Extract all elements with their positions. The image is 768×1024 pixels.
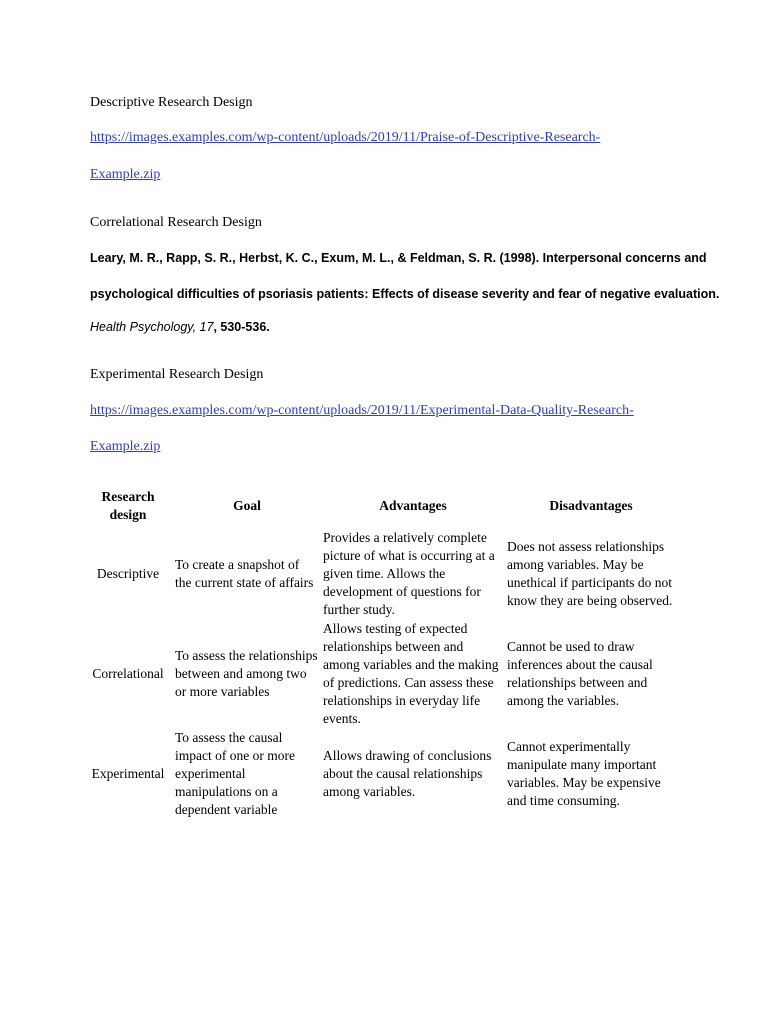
table-header-row [83,484,677,528]
table-row [83,728,677,820]
goal-cell: To assess the causal impact of one or more experimental manipulations on a dependent variable [175,730,295,817]
goal-cell: To assess the relationships between and among two or more variables [175,648,318,699]
reference-line1: Leary, M. R., Rapp, S. R., Herbst, K. C., Exum, M. L., & Feldman, S. R. (1998). Interpersonal concerns and [90,251,707,265]
table-row [83,528,677,620]
advantages-cell: Allows testing of expected relationships between and among variables and the making of predictions. Can assess these relationships in everyday life events. [323,621,499,726]
descriptive-heading: Descriptive Research Design [90,95,253,110]
descriptive-link-line1[interactable]: https://images.examples.com/wp-content/uploads/2019/11/Praise-of-Descriptive-Research- [90,130,601,145]
advantages-cell: Allows drawing of conclusions about the causal relationships among variables. [323,748,492,799]
experimental-link-line2[interactable]: Example.zip [90,439,161,454]
disadvantages-cell: Cannot experimentally manipulate many important variables. May be expensive and time consuming. [507,739,661,808]
experimental-link-line1[interactable]: https://images.examples.com/wp-content/uploads/2019/11/Experimental-Data-Quality-Research- [90,403,634,418]
goal-cell: To create a snapshot of the current state of affairs [175,557,314,590]
reference-line3 [90,318,270,336]
reference-pages: , 530-536. [213,320,270,334]
descriptive-link-line2[interactable]: Example.zip [90,167,161,182]
reference-journal: Health Psychology, 17 [90,320,214,334]
research-design-table [83,484,677,820]
header-advantages: Advantages [379,498,447,513]
table-row [83,620,677,728]
design-cell: Descriptive [96,566,160,581]
experimental-heading: Experimental Research Design [90,367,264,382]
design-cell: Experimental [91,766,165,781]
design-cell: Correlational [92,666,164,681]
header-disadvantages: Disadvantages [549,498,633,513]
reference-line2: psychological difficulties of psoriasis patients: Effects of disease severity and fear of negative evaluation. [90,287,720,301]
advantages-cell: Provides a relatively complete picture of what is occurring at a given time. Allows the development of questions for further study. [323,530,495,617]
disadvantages-cell: Cannot be used to draw inferences about the causal relationships between and among the variables. [507,639,653,708]
disadvantages-cell: Does not assess relationships among variables. May be unethical if participants do not know they are being observed. [507,539,673,608]
header-goal: Goal [233,498,261,513]
correlational-heading: Correlational Research Design [90,215,262,230]
header-research-design: Research design [101,489,155,522]
